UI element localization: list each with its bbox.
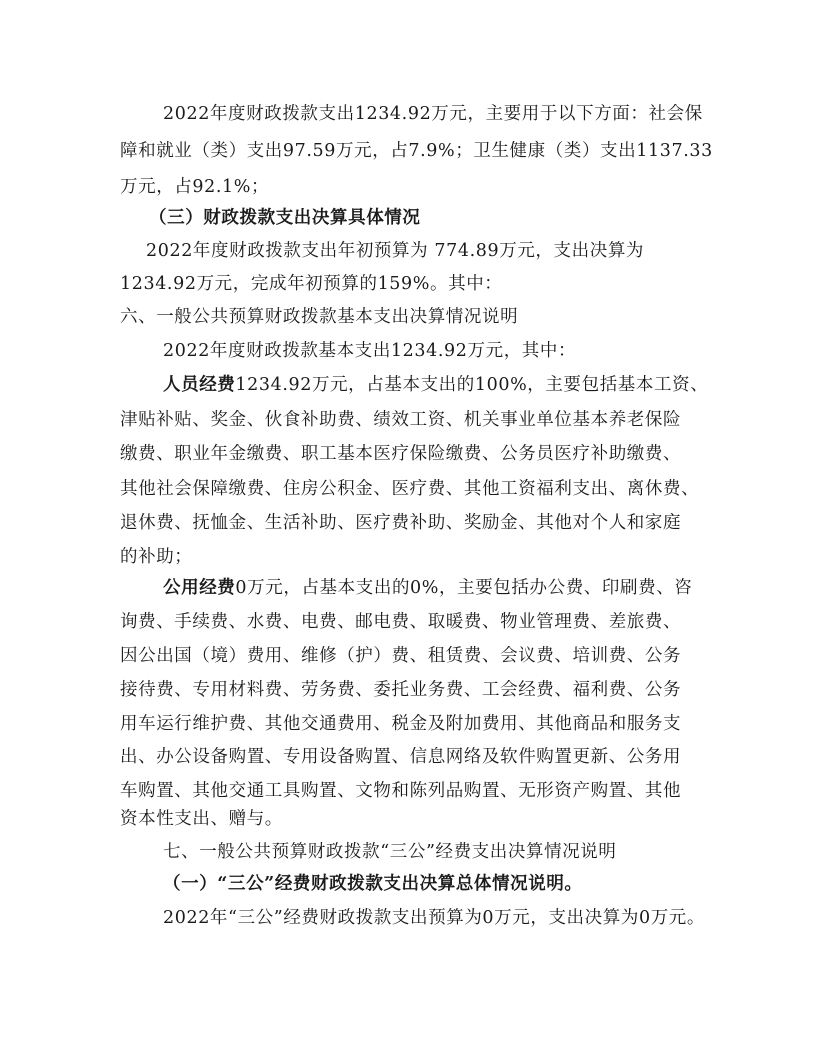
section-heading: 六、一般公共预算财政拨款基本支出决算情况说明 [120, 307, 519, 327]
paragraph-line: 因公出国（境）费用、维修（护）费、租赁费、会议费、培训费、公务 [120, 646, 682, 666]
paragraph-line: 接待费、专用材料费、劳务费、委托业务费、工会经费、福利费、公务 [120, 680, 682, 700]
paragraph-line: 的补助； [120, 547, 193, 567]
personnel-expense-text: 1234.92万元，占基本支出的100%，主要包括基本工资、 [235, 375, 709, 395]
section-heading: （三）财政拨款支出决算具体情况 [149, 208, 421, 228]
paragraph-line: 万元，占92.1%； [120, 177, 270, 197]
paragraph-line: 用车运行维护费、其他交通费用、税金及附加费用、其他商品和服务支 [120, 714, 682, 734]
paragraph-line: 2022年“三公”经费财政拨款支出预算为0万元，支出决算为0万元。 [163, 908, 705, 928]
paragraph-line: 其他社会保障缴费、住房公积金、医疗费、其他工资福利支出、离休费、 [120, 479, 700, 499]
paragraph-line: 1234.92万元，完成年初预算的159%。其中： [120, 274, 503, 294]
paragraph-line: 2022年度财政拨款支出1234.92万元，主要用于以下方面：社会保 [163, 104, 703, 124]
paragraph-line: 2022年度财政拨款支出年初预算为 774.89万元，支出决算为 [146, 241, 645, 261]
public-expense-text: 0万元，占基本支出的0%，主要包括办公费、印刷费、咨 [235, 578, 693, 598]
paragraph-line [163, 377, 708, 395]
personnel-expense-label: 人员经费 [163, 375, 236, 395]
paragraph-line: 出、办公设备购置、专用设备购置、信息网络及软件购置更新、公务用 [120, 747, 682, 767]
paragraph-line: 车购置、其他交通工具购置、文物和陈列品购置、无形资产购置、其他 [120, 781, 682, 801]
subsection-heading: （一）“三公”经费财政拨款支出决算总体情况说明。 [163, 874, 583, 894]
paragraph-line: 缴费、职业年金缴费、职工基本医疗保险缴费、公务员医疗补助缴费、 [120, 444, 682, 464]
paragraph-line: 障和就业（类）支出97.59万元，占7.9%；卫生健康（类）支出1137.33 [120, 141, 713, 161]
section-heading: 七、一般公共预算财政拨款“三公”经费支出决算情况说明 [163, 842, 617, 862]
paragraph-line: 询费、手续费、水费、电费、邮电费、取暖费、物业管理费、差旅费、 [120, 612, 682, 632]
paragraph-line: 退休费、抚恤金、生活补助、医疗费补助、奖励金、其他对个人和家庭 [120, 513, 682, 533]
paragraph-line [163, 580, 692, 598]
paragraph-line: 2022年度财政拨款基本支出1234.92万元，其中： [163, 341, 577, 361]
public-expense-label: 公用经费 [163, 578, 236, 598]
paragraph-line: 资本性支出、赠与。 [120, 809, 283, 829]
paragraph-line: 津贴补贴、奖金、伙食补助费、绩效工资、机关事业单位基本养老保险 [120, 410, 682, 430]
